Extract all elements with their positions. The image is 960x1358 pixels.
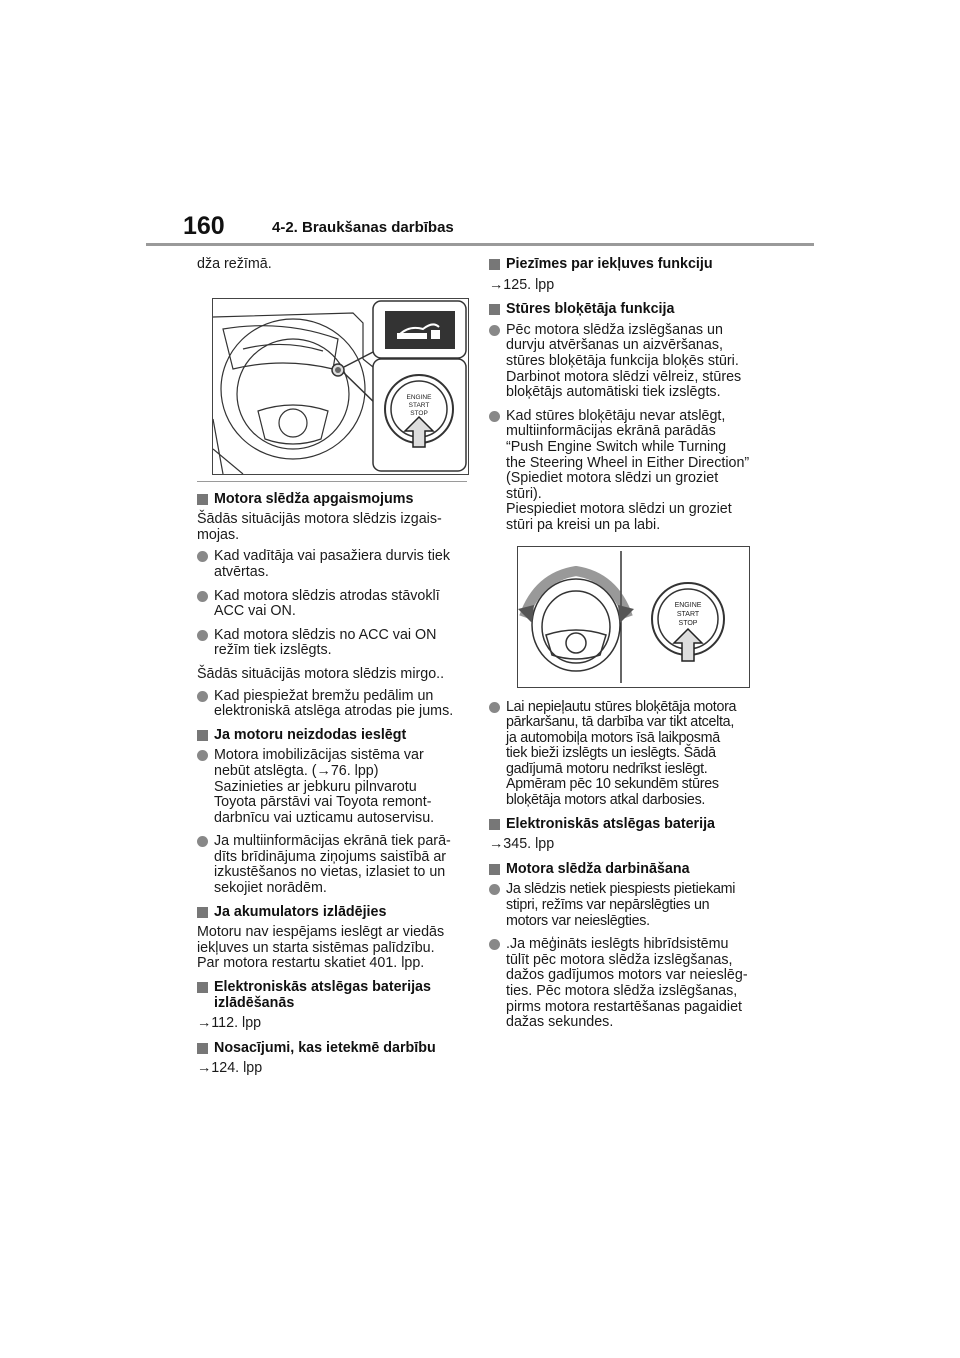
- header-rule: [146, 243, 814, 246]
- heading-engine-not-start: Ja motoru neizdodas ieslēgt: [197, 728, 467, 744]
- list-item: Kad stūres bloķētāju nevar atslēgt, multiinformācijas ekrānā parādās “Push Engine Switch while Turning the Steering Wheel in Either Direction” (Spiediet motora slēdzi un groziet stūri). Piespiediet motora slēdzi un groziet stūri pa kreisi un pa labi.: [489, 409, 764, 534]
- heading-key-battery: Elektroniskās atslēgas baterija: [489, 817, 764, 833]
- engine-label-3: STOP: [678, 619, 698, 627]
- list-item: .Ja mēģināts ieslēgts hibrīdsistēmu tūlīt pēc motora slēdža izslēgšanas, dažos gadījumos motors var neieslēg- ties. Pēc motora slēdža izslēgšanas, pirms motora restartēšanas pagaidiet dažas sekundes.: [489, 937, 764, 1031]
- page-ref: →125. lpp: [489, 276, 555, 293]
- page-ref: →345. lpp: [489, 836, 555, 853]
- steering-figure: [517, 546, 750, 688]
- steering-illustration: [518, 547, 749, 687]
- battery-text: Motoru nav iespējams ieslēgt ar viedās iekļuves un starta sistēmas palīdzību. Par motora restartu skatiet 401. lpp.: [197, 924, 445, 972]
- heading-battery-discharged: Ja akumulators izlādējies: [197, 905, 467, 921]
- list-item: Ja multiinformācijas ekrānā tiek parā- dīts brīdinājuma ziņojums saistībā ar izkustēšanos no vietas, izlasiet to un sekojiet norādēm.: [197, 834, 467, 896]
- divider: [197, 481, 467, 482]
- heading-switch-illumination: Motora slēdža apgaismojums: [197, 492, 467, 508]
- illumination-text: Šādās situācijās motora slēdzis izgais- mojas.: [197, 511, 442, 543]
- right-column: [489, 257, 764, 1039]
- flash-text: Šādās situācijās motora slēdzis mirgo..: [197, 665, 445, 682]
- heading-entry-function: Piezīmes par iekļuves funkciju: [489, 257, 764, 273]
- list-item: Pēc motora slēdža izslēgšanas un durvju atvēršanas un aizvēršanas, stūres bloķētāja funkcija bloķēs stūri. Darbinot motora slēdzi vēlreiz, stūres bloķētājs automātiski tiek izslēgts.: [489, 323, 764, 401]
- list-item: Kad motora slēdzis atrodas stāvoklī ACC vai ON.: [197, 589, 467, 620]
- engine-label-1: ENGINE: [406, 393, 432, 401]
- heading-cautions: Nosacījumi, kas ietekmē darbību: [197, 1041, 467, 1057]
- section-title: 4-2. Braukšanas darbības: [272, 219, 454, 236]
- engine-label-2: START: [408, 401, 430, 409]
- rotate-arrow-icon: [524, 571, 628, 617]
- intro-text: dža režīmā.: [197, 256, 272, 272]
- list-item: Lai nepieļautu stūres bloķētāja motora pārkaršanu, tā darbība var tikt atcelta, ja automobiļa motors īsā laikposmā tiek bieži izslēgts un ieslēgts. Šādā gadījumā motoru nedrīkst ieslēgt. Apmēram pēc 10 sekundēm stūres bloķētāja motors atkal darbosies.: [489, 700, 764, 809]
- list-item: Kad motora slēdzis no ACC vai ON režīm tiek izslēgts.: [197, 628, 467, 659]
- heading-switch-operation: Motora slēdža darbināšana: [489, 862, 764, 878]
- page-ref: →124. lpp: [197, 1060, 263, 1077]
- heading-steering-lock: Stūres bloķētāja funkcija: [489, 302, 764, 318]
- page-header: [0, 0, 960, 250]
- list-item: Kad vadītāja vai pasažiera durvis tiek atvērtas.: [197, 549, 467, 580]
- page-number: 160: [183, 212, 225, 240]
- list-item: Kad piespiežat bremžu pedālim un elektroniskā atslēga atrodas pie jums.: [197, 689, 467, 720]
- engine-label-3: STOP: [410, 409, 428, 417]
- left-column: [197, 257, 467, 1086]
- engine-label-2: START: [676, 610, 700, 618]
- dashboard-illustration: [213, 299, 468, 474]
- list-item: Ja slēdzis netiek piespiests pietiekami stipri, režīms var nepārslēgties un motors var neieslēgties.: [489, 882, 764, 929]
- engine-label-1: ENGINE: [674, 601, 702, 609]
- heading-key-battery-depletion: Elektroniskās atslēgas baterijas izlādēšanās: [197, 980, 467, 1011]
- dashboard-figure: [212, 298, 469, 475]
- list-item: Motora imobilizācijas sistēma var nebūt atslēgta. (→76. lpp) Sazinieties ar jebkuru pilnvarotu Toyota pārstāvi vai Toyota remont- darbnīcu vai uzticamu autoservisu.: [197, 748, 467, 826]
- page-ref: →112. lpp: [197, 1015, 262, 1032]
